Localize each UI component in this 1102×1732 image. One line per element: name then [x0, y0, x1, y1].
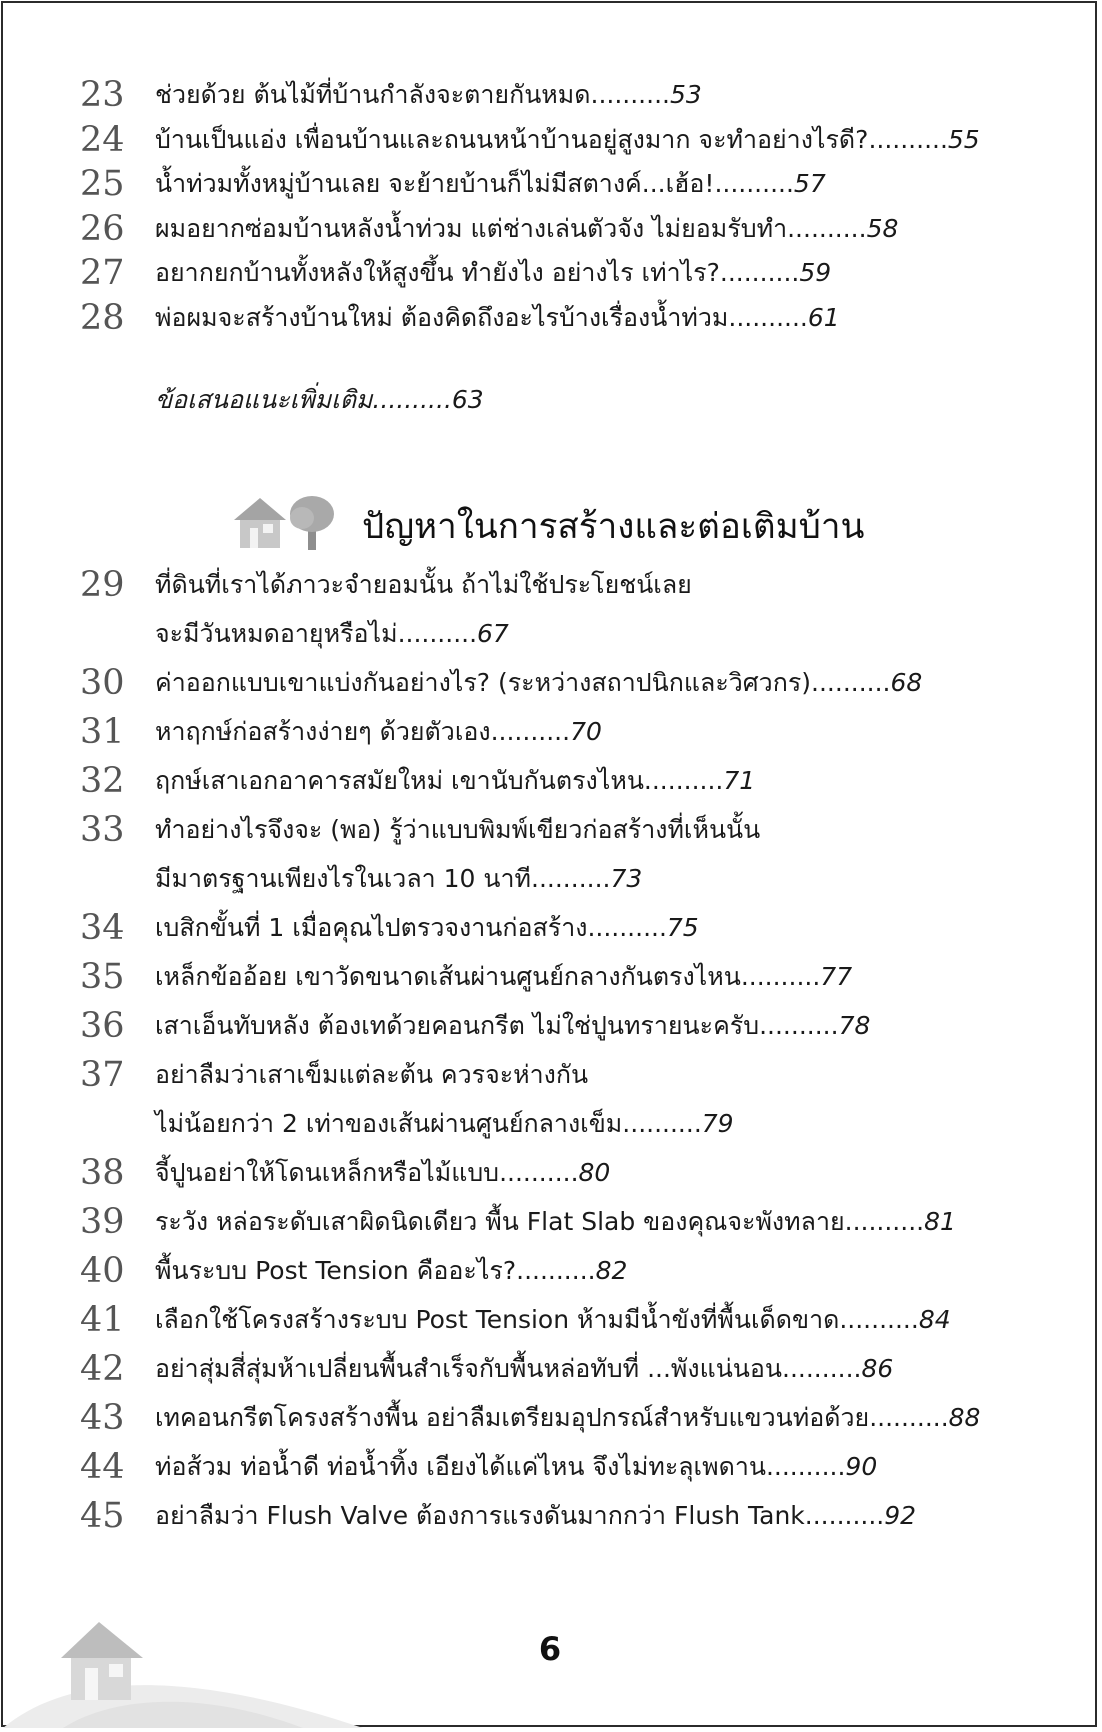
entry-number: 32: [80, 761, 125, 801]
entry-page-number: 57: [793, 169, 826, 198]
toc-extra-entry: ข้อเสนอแนะเพิ่มเติม..........63: [155, 385, 484, 414]
toc-entry: [0, 1197, 1100, 1247]
entry-title-line: [155, 70, 702, 120]
toc-entry: [0, 903, 1100, 953]
entry-title: จี้ปูนอย่าให้โดนเหล็กหรือไม้แบบ: [155, 1158, 500, 1187]
dot-leader: ..........: [844, 1207, 925, 1236]
entry-title: ระวัง หล่อระดับเสาผิดนิดเดียว พื้น Flat Slab ของคุณจะพังทลาย: [155, 1207, 845, 1236]
entry-number: 43: [80, 1398, 125, 1438]
entry-page-number: 82: [595, 1256, 628, 1285]
entry-number: 28: [80, 297, 125, 338]
entry-title: อยากยกบ้านทั้งหลังให้สูงขึ้น ทำยังไง อย่างไร เท่าไร?: [155, 258, 720, 287]
entry-title-line: [155, 159, 826, 209]
entry-number: 40: [80, 1251, 125, 1291]
entry-title: น้ำท่วมทั้งหมู่บ้านเลย จะย้ายบ้านก็ไม่มีสตางค์...เฮ้อ!: [155, 169, 715, 198]
entry-title-line: [155, 115, 980, 165]
entry-title-line: [155, 1148, 610, 1198]
entry-number: 39: [80, 1202, 125, 1242]
toc-entry: [0, 560, 1100, 648]
toc-entry: [0, 1393, 1100, 1443]
entry-title-line: [155, 293, 840, 343]
entry-title-line: [155, 1197, 956, 1247]
entry-number: 31: [80, 712, 125, 752]
house-icon: [3, 1606, 363, 1728]
entry-number: 41: [80, 1300, 125, 1340]
entry-title: ช่วยด้วย ต้นไม้ที่บ้านกำลังจะตายกันหมด: [155, 80, 591, 109]
dot-leader: ..........: [765, 1452, 846, 1481]
entry-title-line: [155, 1001, 870, 1051]
dot-leader: ..........: [490, 717, 571, 746]
toc-entry: [0, 159, 1100, 209]
toc-entry: [0, 1491, 1100, 1541]
entry-number: 37: [80, 1055, 125, 1095]
entry-number: 24: [80, 119, 125, 160]
entry-title: ค่าออกแบบเขาแบ่งกันอย่างไร? (ระหว่างสถาปนิกและวิศวกร): [155, 668, 812, 697]
entry-title: พื้นระบบ Post Tension คืออะไร?: [155, 1256, 517, 1285]
entry-title-line: [155, 707, 602, 757]
toc-entry: [0, 115, 1100, 165]
dot-leader: ..........: [759, 1011, 839, 1040]
toc-entry: [0, 658, 1100, 708]
toc-entry: [0, 204, 1100, 254]
entry-title-line: [155, 560, 692, 610]
entry-title: ทำอย่างไรจึงจะ (พอ) รู้ว่าแบบพิมพ์เขียวก่อสร้างที่เห็นนั้น: [155, 815, 761, 844]
dot-leader: ..........: [516, 1256, 596, 1285]
entry-page-number: 70: [570, 717, 602, 746]
entry-number: 44: [80, 1447, 125, 1487]
entry-page-number: 71: [723, 766, 756, 795]
entry-page-number: 59: [799, 258, 832, 287]
dot-leader: ..........: [868, 124, 948, 154]
entry-page-number: 77: [820, 962, 853, 991]
toc-entry: [0, 248, 1100, 298]
dot-leader: ..........: [714, 169, 794, 198]
dot-leader: ..........: [811, 668, 891, 697]
entry-number: 38: [80, 1153, 125, 1193]
entry-number: 35: [80, 957, 125, 997]
entry-number: 34: [80, 908, 125, 948]
dot-leader: ..........: [869, 1403, 949, 1432]
entry-page-number: 80: [578, 1158, 611, 1187]
entry-title-line: [155, 756, 755, 806]
entry-page-number: 90: [845, 1452, 878, 1481]
entry-title-line: [155, 204, 898, 254]
dot-leader: ..........: [587, 913, 667, 942]
dot-leader: ..........: [531, 864, 611, 893]
entry-title-line-2: [155, 609, 509, 659]
entry-page-number: 68: [890, 668, 923, 697]
toc-entry: [0, 1442, 1100, 1492]
entry-title-line: [155, 952, 852, 1002]
entry-title-line: [155, 658, 922, 708]
entry-number: 33: [80, 810, 125, 850]
entry-title: พ่อผมจะสร้างบ้านใหม่ ต้องคิดถึงอะไรบ้างเรื่องน้ำท่วม: [155, 302, 729, 332]
dot-leader: ..........: [590, 80, 670, 109]
entry-title: อย่าลืมว่าเสาเข็มแต่ละต้น ควรจะห่างกัน: [155, 1060, 589, 1089]
dot-leader: ..........: [728, 302, 808, 332]
entry-title: เลือกใช้โครงสร้างระบบ Post Tension ห้ามมีน้ำขังที่พื้นเด็ดขาด: [155, 1305, 840, 1334]
entry-title: เหล็กข้ออ้อย เขาวัดขนาดเส้นผ่านศูนย์กลางกันตรงไหน: [155, 962, 741, 991]
entry-title: เสาเอ็นทับหลัง ต้องเทด้วยคอนกรีต ไม่ใช่ปูนทรายนะครับ: [155, 1011, 760, 1040]
entry-title: ผมอยากซ่อมบ้านหลังน้ำท่วม แต่ช่างเล่นตัวจัง ไม่ยอมรับทำ: [155, 213, 788, 243]
toc-entry: [0, 1148, 1100, 1198]
dot-leader: ..........: [804, 1501, 885, 1530]
entry-title-line: [155, 1295, 951, 1345]
entry-number: 30: [80, 663, 125, 703]
entry-page-number: 88: [948, 1403, 981, 1432]
house-and-tree-icon: [232, 492, 340, 552]
toc-entry: [0, 1050, 1100, 1138]
dot-leader: ..........: [622, 1109, 702, 1138]
dot-leader: ..........: [719, 258, 800, 287]
toc-entry: [0, 707, 1100, 757]
toc-entry: [0, 70, 1100, 120]
entry-title-continued: ไม่น้อยกว่า 2 เท่าของเส้นผ่านศูนย์กลางเข็ม: [155, 1109, 623, 1138]
entry-title: อย่าลืมว่า Flush Valve ต้องการแรงดันมากกว่า Flush Tank: [155, 1501, 805, 1530]
entry-page-number: 67: [477, 619, 509, 648]
dot-leader: ..........: [397, 619, 478, 648]
entry-title: หาฤกษ์ก่อสร้างง่ายๆ ด้วยตัวเอง: [155, 717, 491, 746]
entry-number: 26: [80, 208, 125, 249]
entry-number: 29: [80, 565, 125, 605]
entry-title-line: [155, 1393, 980, 1443]
entry-title-continued: มีมาตรฐานเพียงไรในเวลา 10 นาที: [155, 864, 532, 893]
toc-entry: [0, 1344, 1100, 1394]
entry-number: 23: [80, 75, 125, 115]
section-heading: [232, 492, 932, 562]
entry-title: เบสิกขั้นที่ 1 เมื่อคุณไปตรวจงานก่อสร้าง: [155, 913, 588, 942]
entry-title-line: [155, 1246, 627, 1296]
entry-page-number: 73: [610, 864, 643, 893]
toc-entry: [0, 293, 1100, 343]
entry-title-line: [155, 1050, 588, 1100]
entry-number: 45: [80, 1496, 125, 1536]
entry-page-number: 58: [866, 213, 899, 243]
toc-entry: [0, 1295, 1100, 1345]
entry-number: 25: [80, 164, 125, 204]
dot-leader: ..........: [839, 1305, 919, 1334]
toc-entry: [0, 805, 1100, 893]
entry-page-number: 61: [807, 302, 840, 332]
entry-title: บ้านเป็นแอ่ง เพื่อนบ้านและถนนหน้าบ้านอยู่สูงมาก จะทำอย่างไรดี?: [155, 124, 869, 154]
toc-entry: [0, 952, 1100, 1002]
toc-entry: [0, 756, 1100, 806]
entry-page-number: 92: [884, 1501, 917, 1530]
entry-title: อย่าสุ่มสี่สุ่มห้าเปลี่ยนพื้นสำเร็จกับพื้นหล่อทับที่ ...พังแน่นอน: [155, 1354, 783, 1383]
dot-leader: ..........: [499, 1158, 579, 1187]
entry-page-number: 55: [947, 124, 980, 154]
dot-leader: ..........: [782, 1354, 862, 1383]
entry-page-number: 75: [666, 913, 699, 942]
page-number: 6: [538, 1630, 562, 1668]
entry-title: เทคอนกรีตโครงสร้างพื้น อย่าลืมเตรียมอุปกรณ์สำหรับแขวนท่อด้วย: [155, 1403, 870, 1432]
section-title: ปัญหาในการสร้างและต่อเติมบ้าน: [362, 507, 865, 547]
entry-page-number: 78: [838, 1011, 871, 1040]
entry-page-number: 81: [924, 1207, 956, 1236]
entry-title: ฤกษ์เสาเอกอาคารสมัยใหม่ เขานับกันตรงไหน: [155, 766, 644, 795]
entry-page-number: 86: [861, 1354, 894, 1383]
entry-title: ที่ดินที่เราได้ภาวะจำยอมนั้น ถ้าไม่ใช้ประโยชน์เลย: [155, 570, 692, 599]
toc-entry: [0, 1001, 1100, 1051]
entry-page-number: 53: [669, 80, 702, 109]
dot-leader: ..........: [787, 213, 867, 243]
entry-page-number: 84: [918, 1305, 951, 1334]
dot-leader: ..........: [643, 766, 724, 795]
entry-title: ท่อส้วม ท่อน้ำดี ท่อน้ำทิ้ง เอียงได้แค่ไหน จึงไม่ทะลุเพดาน: [155, 1452, 766, 1481]
entry-title-line: [155, 1442, 877, 1492]
toc-entry: [0, 1246, 1100, 1296]
entry-title-line-2: [155, 854, 642, 904]
entry-number: 27: [80, 253, 125, 293]
entry-title-line: [155, 248, 831, 298]
entry-title-line: [155, 1344, 893, 1394]
entry-title-continued: จะมีวันหมดอายุหรือไม่: [155, 619, 398, 648]
entry-title-line: [155, 1491, 916, 1541]
entry-title-line: [155, 805, 760, 855]
entry-title-line: [155, 903, 699, 953]
entry-page-number: 79: [701, 1109, 734, 1138]
dot-leader: ..........: [740, 962, 821, 991]
entry-number: 36: [80, 1006, 125, 1046]
entry-number: 42: [80, 1349, 125, 1389]
entry-title-line-2: [155, 1099, 734, 1149]
